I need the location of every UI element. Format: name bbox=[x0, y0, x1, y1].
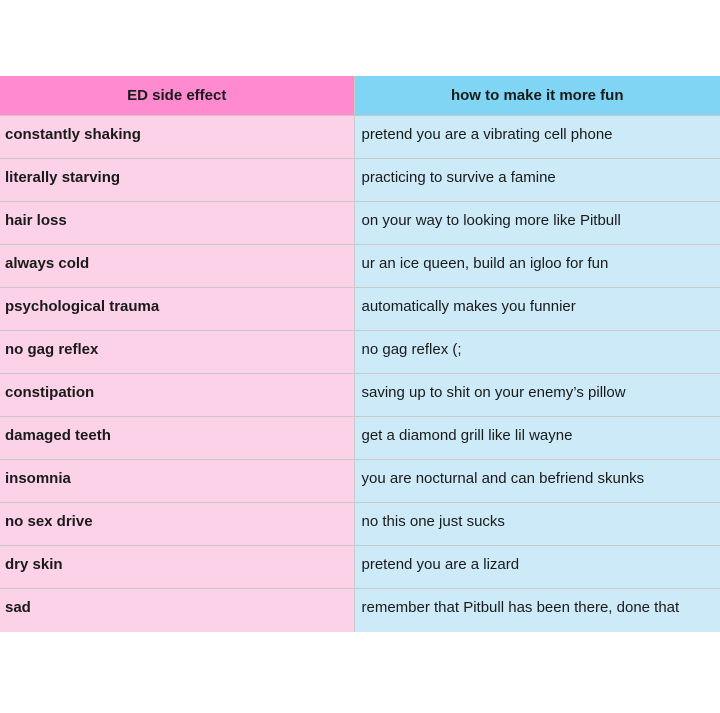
fun-cell: get a diamond grill like lil wayne bbox=[354, 417, 720, 460]
side-effect-cell: constipation bbox=[0, 374, 354, 417]
table-row bbox=[0, 245, 720, 288]
fun-cell: no this one just sucks bbox=[354, 503, 720, 546]
fun-cell: practicing to survive a famine bbox=[354, 159, 720, 202]
header-how-to-make-fun: how to make it more fun bbox=[354, 76, 720, 116]
fun-cell: pretend you are a vibrating cell phone bbox=[354, 116, 720, 159]
header-row bbox=[0, 76, 720, 116]
side-effect-cell: dry skin bbox=[0, 546, 354, 589]
table-row bbox=[0, 159, 720, 202]
fun-cell: saving up to shit on your enemy’s pillow bbox=[354, 374, 720, 417]
table-row bbox=[0, 546, 720, 589]
table-row bbox=[0, 417, 720, 460]
table-row bbox=[0, 202, 720, 245]
table-row bbox=[0, 288, 720, 331]
fun-cell: remember that Pitbull has been there, done that bbox=[354, 589, 720, 632]
fun-cell: pretend you are a lizard bbox=[354, 546, 720, 589]
table-row bbox=[0, 331, 720, 374]
side-effect-cell: constantly shaking bbox=[0, 116, 354, 159]
header-ed-side-effect: ED side effect bbox=[0, 76, 354, 116]
fun-cell: no gag reflex (; bbox=[354, 331, 720, 374]
fun-cell: ur an ice queen, build an igloo for fun bbox=[354, 245, 720, 288]
side-effect-cell: insomnia bbox=[0, 460, 354, 503]
side-effect-cell: psychological trauma bbox=[0, 288, 354, 331]
table-row bbox=[0, 374, 720, 417]
side-effect-cell: literally starving bbox=[0, 159, 354, 202]
side-effect-cell: sad bbox=[0, 589, 354, 632]
table-row bbox=[0, 460, 720, 503]
side-effect-cell: no gag reflex bbox=[0, 331, 354, 374]
side-effect-cell: no sex drive bbox=[0, 503, 354, 546]
table-row bbox=[0, 589, 720, 632]
side-effect-cell: damaged teeth bbox=[0, 417, 354, 460]
side-effect-cell: hair loss bbox=[0, 202, 354, 245]
side-effect-cell: always cold bbox=[0, 245, 354, 288]
side-effects-table bbox=[0, 76, 720, 632]
fun-cell: on your way to looking more like Pitbull bbox=[354, 202, 720, 245]
fun-cell: automatically makes you funnier bbox=[354, 288, 720, 331]
fun-cell: you are nocturnal and can befriend skunks bbox=[354, 460, 720, 503]
table-row bbox=[0, 503, 720, 546]
table-row bbox=[0, 116, 720, 159]
